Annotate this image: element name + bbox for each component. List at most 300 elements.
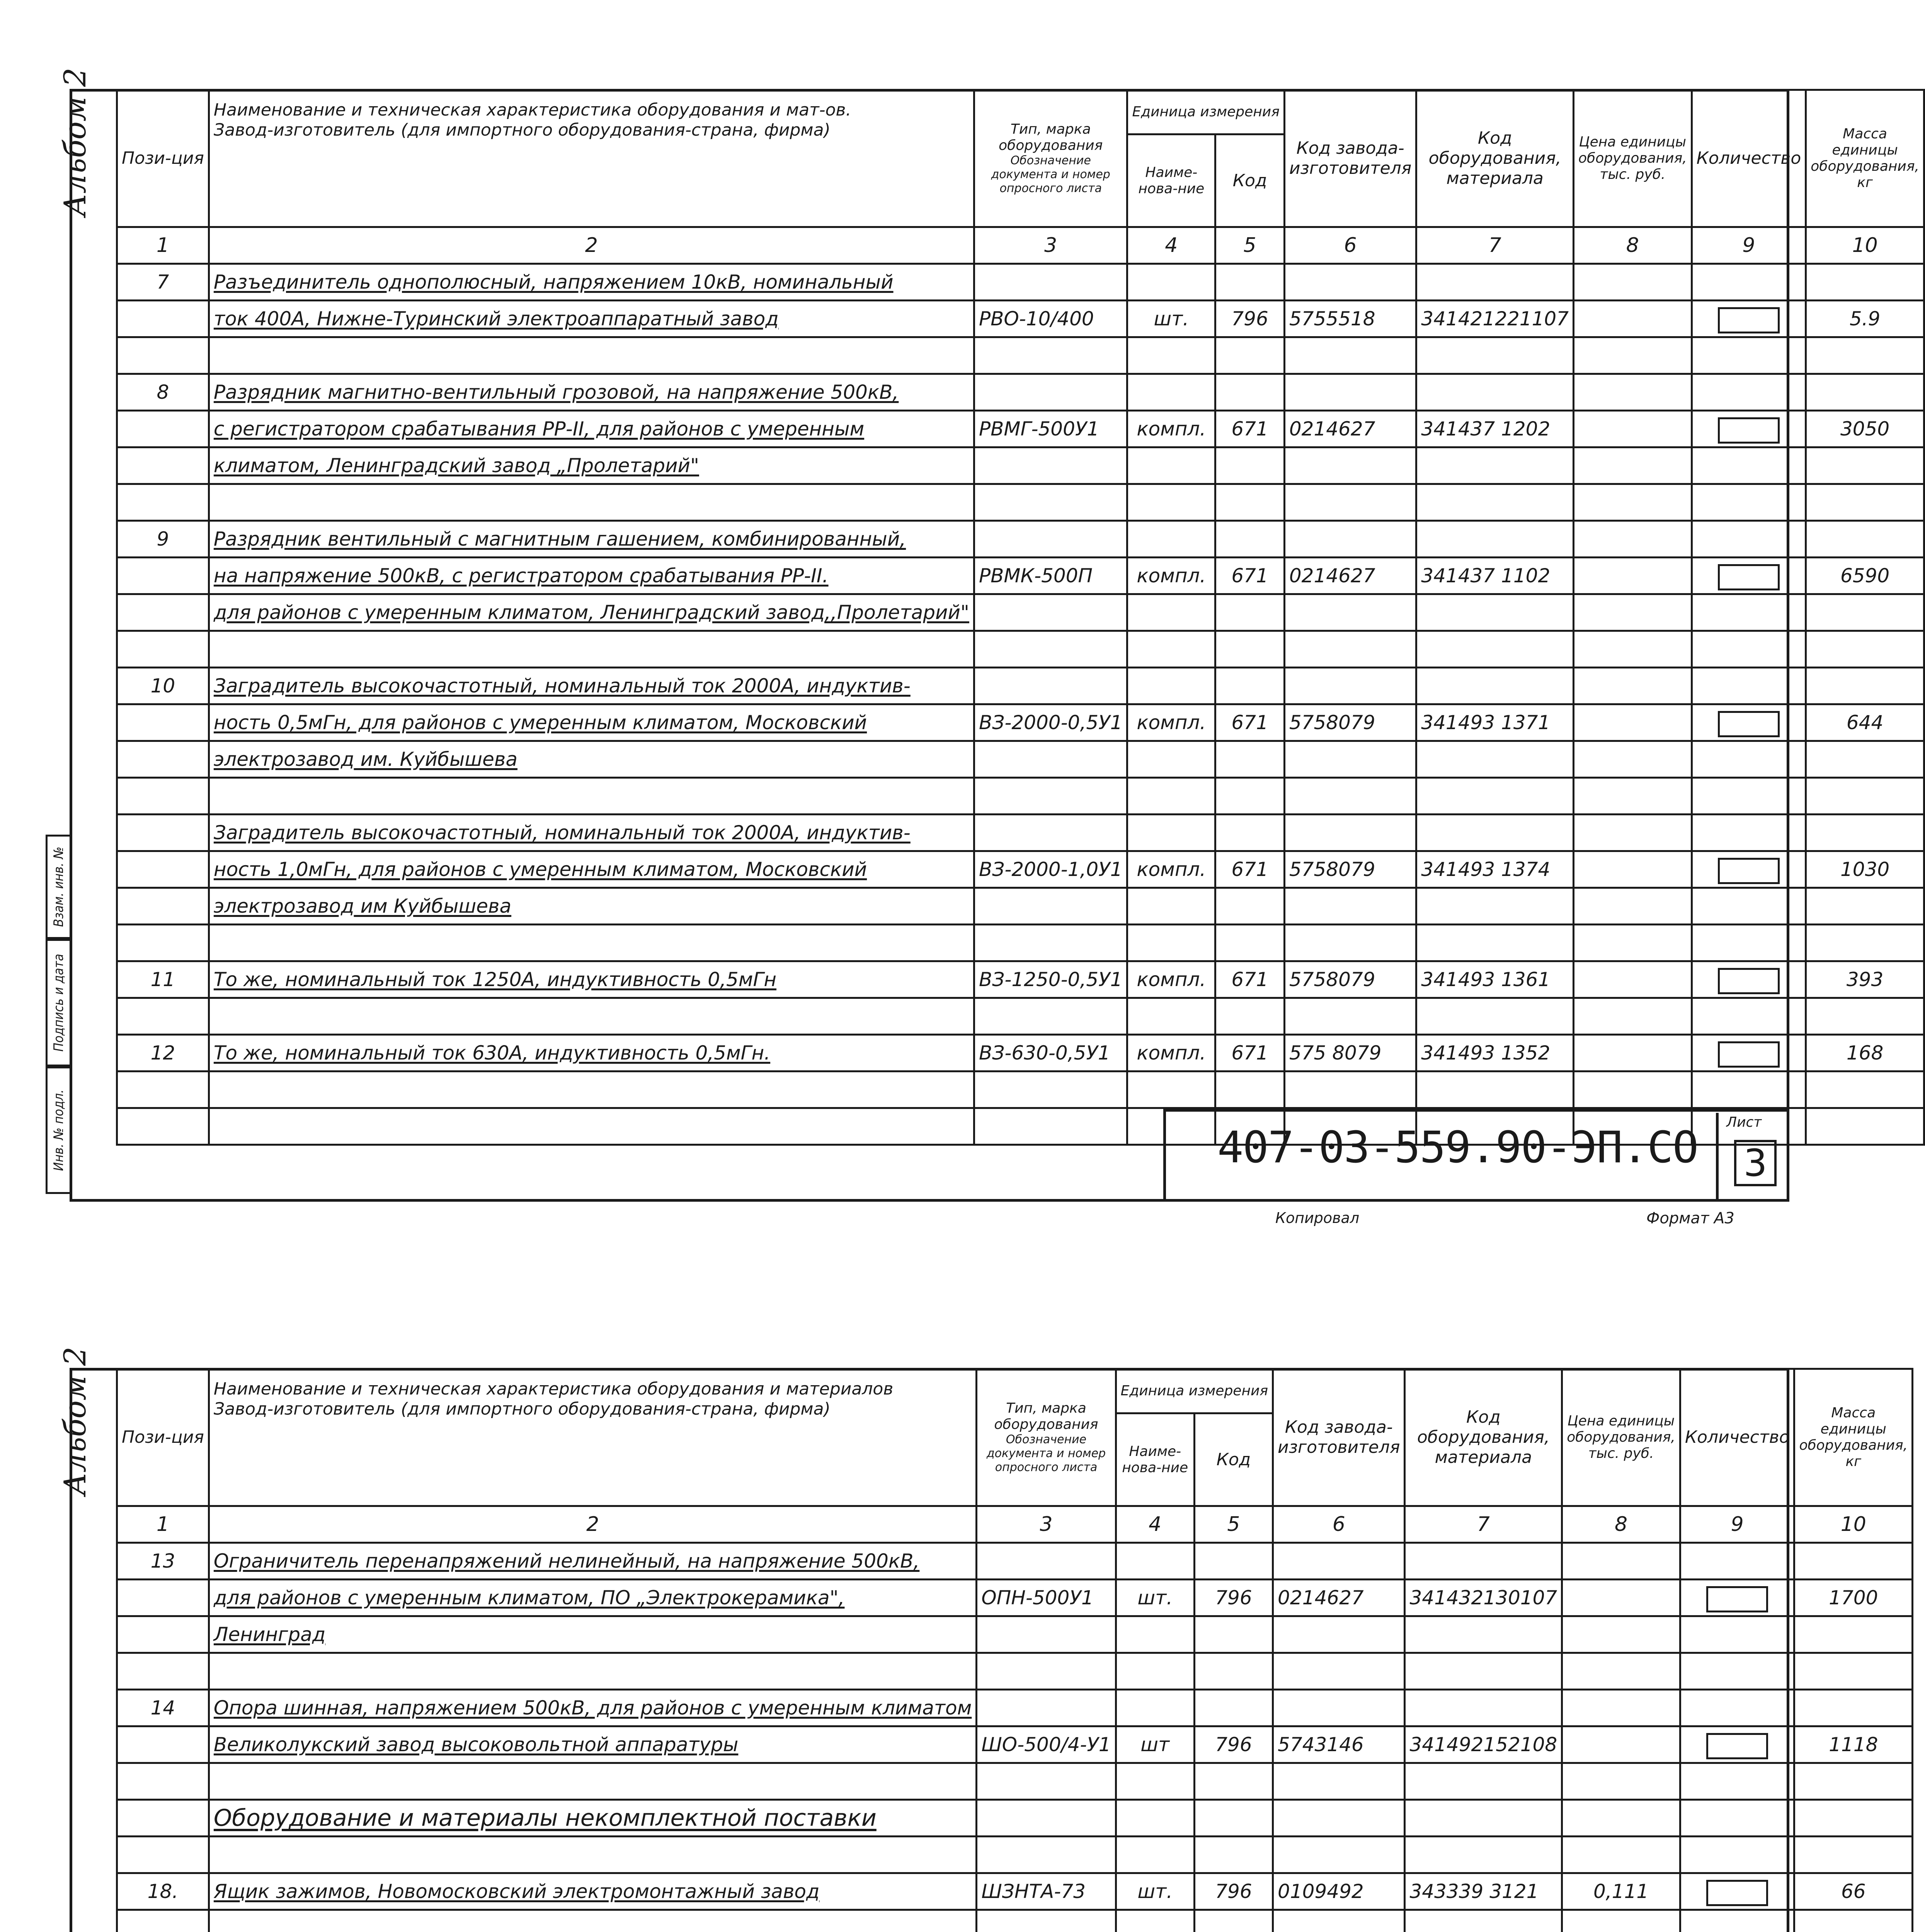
- quantity-box: [1718, 1041, 1780, 1068]
- position-cell: [117, 1763, 209, 1800]
- name-cell: [209, 998, 974, 1035]
- mass-cell: [1806, 668, 1924, 704]
- equipment-code-cell: 341493 1374: [1416, 851, 1574, 888]
- unit-name-cell: [1127, 521, 1215, 558]
- table-row: [117, 741, 1924, 778]
- unit-name-cell: [1116, 1837, 1194, 1873]
- equipment-code-cell: [1416, 264, 1574, 301]
- quantity-cell: [1692, 264, 1806, 301]
- price-cell: [1574, 925, 1692, 961]
- mass-cell: 168: [1806, 1035, 1924, 1071]
- unit-code-cell: [1215, 925, 1285, 961]
- table-row: [117, 1726, 1913, 1763]
- price-cell: [1574, 741, 1692, 778]
- factory-code-cell: [1273, 1616, 1405, 1653]
- position-cell: [117, 778, 209, 815]
- unit-code-cell: [1215, 521, 1285, 558]
- table-row: [117, 851, 1924, 888]
- quantity-cell: [1692, 631, 1806, 668]
- factory-code-cell: 5758079: [1284, 704, 1416, 741]
- name-cell: [209, 1071, 974, 1108]
- table-row: [117, 961, 1924, 998]
- column-numbers: 1 2 3 4 5 6 7 8 9 10: [117, 1506, 1913, 1543]
- name-cell: То же, номинальный ток 630А, индуктивность 0,5мГн.: [209, 1035, 974, 1071]
- quantity-cell: [1692, 961, 1806, 998]
- header-unit: Единица измерения: [1127, 90, 1284, 134]
- table-row: [117, 1690, 1913, 1726]
- equipment-code-cell: [1416, 337, 1574, 374]
- name-cell: с регистратором срабатывания РР-II, для районов с умеренным: [209, 411, 974, 447]
- position-cell: [117, 1726, 209, 1763]
- name-cell: [209, 631, 974, 668]
- mass-cell: [1806, 447, 1924, 484]
- album-label: Альбом 2: [58, 68, 93, 216]
- header-factory-code: Код завода-изготовителя: [1273, 1369, 1405, 1506]
- quantity-cell: [1692, 594, 1806, 631]
- table-row: [117, 558, 1924, 594]
- position-cell: [117, 411, 209, 447]
- equipment-code-cell: 341421221107: [1416, 301, 1574, 337]
- quantity-cell: [1692, 851, 1806, 888]
- quantity-cell: [1692, 301, 1806, 337]
- position-cell: [117, 1800, 209, 1837]
- quantity-box: [1718, 858, 1780, 884]
- factory-code-cell: [1284, 264, 1416, 301]
- name-cell: Ящик зажимов, Новомосковский электромонтажный завод: [209, 1873, 976, 1910]
- spec-header: [117, 1369, 1913, 1543]
- name-cell: электрозавод им Куйбышева: [209, 888, 974, 925]
- mass-cell: [1794, 1653, 1913, 1690]
- equipment-code-cell: 341432130107: [1405, 1580, 1562, 1616]
- spec-sheet-4: [0, 1279, 1908, 1932]
- copied-by: Копировал: [1275, 1209, 1360, 1226]
- header-name: Наименование и техническая характеристика оборудования и мат-ов. Завод-изготовитель (для импортного оборудования-страна, фирма): [209, 90, 974, 227]
- mass-cell: [1806, 484, 1924, 521]
- equipment-code-cell: 341437 1202: [1416, 411, 1574, 447]
- unit-name-cell: [1116, 1543, 1194, 1580]
- unit-name-cell: [1127, 778, 1215, 815]
- unit-code-cell: [1194, 1763, 1273, 1800]
- unit-name-cell: шт.: [1116, 1580, 1194, 1616]
- price-cell: [1574, 447, 1692, 484]
- position-cell: [117, 631, 209, 668]
- price-cell: [1562, 1837, 1680, 1873]
- factory-code-cell: [1284, 484, 1416, 521]
- table-row: [117, 1580, 1913, 1616]
- unit-name-cell: компл.: [1127, 961, 1215, 998]
- unit-name-cell: [1127, 815, 1215, 851]
- quantity-box: [1706, 1586, 1768, 1612]
- name-cell: Опора шинная, напряжением 500кВ, для районов с умеренным климатом: [209, 1690, 976, 1726]
- equipment-code-cell: 341493 1361: [1416, 961, 1574, 998]
- mass-cell: [1794, 1616, 1913, 1653]
- type-cell: [977, 1910, 1116, 1932]
- position-cell: 13: [117, 1543, 209, 1580]
- unit-name-cell: [1127, 631, 1215, 668]
- name-cell: [209, 1653, 976, 1690]
- mass-cell: [1794, 1837, 1913, 1873]
- type-cell: ВЗ-2000-1,0У1: [974, 851, 1127, 888]
- quantity-box: [1718, 968, 1780, 994]
- quantity-box: [1718, 711, 1780, 737]
- header-position: Пози-ция: [117, 90, 209, 227]
- price-cell: [1574, 851, 1692, 888]
- type-cell: ШЗНТА-73: [977, 1873, 1116, 1910]
- quantity-cell: [1692, 741, 1806, 778]
- mass-cell: [1806, 594, 1924, 631]
- type-cell: [974, 668, 1127, 704]
- unit-name-cell: [1116, 1653, 1194, 1690]
- position-cell: [117, 815, 209, 851]
- mass-cell: [1806, 888, 1924, 925]
- header-unit: Единица измерения: [1116, 1369, 1273, 1413]
- factory-code-cell: [1284, 594, 1416, 631]
- name-cell: Великолукский завод высоковольтной аппаратуры: [209, 1726, 976, 1763]
- name-cell: [209, 484, 974, 521]
- unit-code-cell: [1215, 815, 1285, 851]
- name-cell: [209, 1108, 974, 1145]
- name-cell: ток 400А, Нижне-Туринский электроаппаратный завод: [209, 301, 974, 337]
- type-cell: [974, 741, 1127, 778]
- factory-code-cell: [1284, 925, 1416, 961]
- unit-code-cell: [1215, 778, 1285, 815]
- table-row: [117, 1837, 1913, 1873]
- type-cell: [977, 1800, 1116, 1837]
- position-cell: [117, 998, 209, 1035]
- album-label: Альбом 2: [58, 1347, 93, 1495]
- table-row: [117, 521, 1924, 558]
- factory-code-cell: [1284, 631, 1416, 668]
- quantity-cell: [1680, 1837, 1794, 1873]
- name-cell: Ограничитель перенапряжений нелинейный, на напряжение 500кВ,: [209, 1543, 976, 1580]
- name-cell: [209, 1763, 976, 1800]
- type-cell: ВЗ-1250-0,5У1: [974, 961, 1127, 998]
- mass-cell: [1794, 1763, 1913, 1800]
- equipment-code-cell: [1416, 484, 1574, 521]
- name-cell: [209, 337, 974, 374]
- price-cell: [1574, 594, 1692, 631]
- header-unit-name: Наиме-нова-ние: [1116, 1413, 1194, 1506]
- unit-name-cell: [1127, 484, 1215, 521]
- unit-code-cell: 796: [1215, 301, 1285, 337]
- unit-name-cell: [1127, 741, 1215, 778]
- type-cell: [974, 631, 1127, 668]
- equipment-code-cell: [1416, 447, 1574, 484]
- unit-name-cell: [1127, 594, 1215, 631]
- type-cell: [974, 264, 1127, 301]
- price-cell: [1574, 301, 1692, 337]
- spec-rows: [117, 264, 1924, 1145]
- equipment-code-cell: [1416, 1071, 1574, 1108]
- unit-name-cell: [1127, 264, 1215, 301]
- unit-code-cell: [1215, 264, 1285, 301]
- factory-code-cell: [1284, 337, 1416, 374]
- position-cell: 18.: [117, 1873, 209, 1910]
- side-stamp-replaced: Взам. инв. №: [46, 835, 70, 939]
- quantity-cell: [1680, 1873, 1794, 1910]
- quantity-cell: [1680, 1580, 1794, 1616]
- table-row: [117, 778, 1924, 815]
- equipment-code-cell: [1416, 668, 1574, 704]
- table-row: [117, 1071, 1924, 1108]
- name-cell: [209, 1910, 976, 1932]
- name-cell: [209, 1837, 976, 1873]
- unit-code-cell: [1194, 1690, 1273, 1726]
- factory-code-cell: [1284, 1071, 1416, 1108]
- position-cell: 12: [117, 1035, 209, 1071]
- name-cell: электрозавод им. Куйбышева: [209, 741, 974, 778]
- quantity-cell: [1680, 1653, 1794, 1690]
- table-row: [117, 1653, 1913, 1690]
- mass-cell: [1806, 1071, 1924, 1108]
- position-cell: [117, 484, 209, 521]
- quantity-cell: [1692, 888, 1806, 925]
- price-cell: [1574, 521, 1692, 558]
- price-cell: [1574, 374, 1692, 411]
- header-equipment-code: Код оборудования, материала: [1405, 1369, 1562, 1506]
- name-cell: для районов с умеренным климатом, Ленинградский завод,,Пролетарий": [209, 594, 974, 631]
- header-price: Цена единицы оборудования, тыс. руб.: [1574, 90, 1692, 227]
- factory-code-cell: [1273, 1910, 1405, 1932]
- table-row: [117, 1910, 1913, 1932]
- position-cell: [117, 447, 209, 484]
- mass-cell: 5.9: [1806, 301, 1924, 337]
- type-cell: РВМГ-500У1: [974, 411, 1127, 447]
- unit-code-cell: [1194, 1910, 1273, 1932]
- spec-table: [116, 1368, 1913, 1932]
- equipment-code-cell: [1405, 1837, 1562, 1873]
- factory-code-cell: 5758079: [1284, 851, 1416, 888]
- table-row: [117, 998, 1924, 1035]
- mass-cell: [1794, 1543, 1913, 1580]
- price-cell: [1574, 778, 1692, 815]
- factory-code-cell: [1284, 447, 1416, 484]
- mass-cell: 1700: [1794, 1580, 1913, 1616]
- mass-cell: [1806, 374, 1924, 411]
- type-cell: [974, 778, 1127, 815]
- name-cell: Разрядник вентильный с магнитным гашением, комбинированный,: [209, 521, 974, 558]
- type-cell: [974, 1108, 1127, 1145]
- mass-cell: 66: [1794, 1873, 1913, 1910]
- header-quantity: Количество: [1692, 90, 1806, 227]
- table-row: [117, 374, 1924, 411]
- position-cell: 7: [117, 264, 209, 301]
- equipment-code-cell: [1416, 888, 1574, 925]
- quantity-cell: [1680, 1800, 1794, 1837]
- position-cell: [117, 1108, 209, 1145]
- unit-name-cell: компл.: [1127, 411, 1215, 447]
- header-quantity: Количество: [1680, 1369, 1794, 1506]
- price-cell: [1562, 1653, 1680, 1690]
- unit-code-cell: 671: [1215, 851, 1285, 888]
- equipment-code-cell: [1405, 1800, 1562, 1837]
- table-row: [117, 888, 1924, 925]
- quantity-cell: [1692, 1035, 1806, 1071]
- position-cell: [117, 1071, 209, 1108]
- price-cell: 0,111: [1562, 1873, 1680, 1910]
- quantity-cell: [1692, 925, 1806, 961]
- price-cell: [1562, 1580, 1680, 1616]
- equipment-code-cell: [1416, 374, 1574, 411]
- position-cell: [117, 741, 209, 778]
- mass-cell: [1806, 778, 1924, 815]
- unit-code-cell: [1215, 337, 1285, 374]
- type-cell: [974, 1071, 1127, 1108]
- table-row: [117, 411, 1924, 447]
- price-cell: [1574, 484, 1692, 521]
- quantity-cell: [1680, 1726, 1794, 1763]
- position-cell: 11: [117, 961, 209, 998]
- price-cell: [1574, 264, 1692, 301]
- header-price: Цена единицы оборудования, тыс. руб.: [1562, 1369, 1680, 1506]
- quantity-cell: [1692, 521, 1806, 558]
- price-cell: [1574, 668, 1692, 704]
- quantity-cell: [1692, 668, 1806, 704]
- type-cell: [974, 337, 1127, 374]
- equipment-code-cell: [1416, 998, 1574, 1035]
- column-numbers: 1 2 3 4 5 6 7 8 9 10: [117, 227, 1924, 264]
- name-cell: климатом, Ленинградский завод „Пролетарий": [209, 447, 974, 484]
- quantity-box: [1718, 307, 1780, 333]
- type-cell: [974, 374, 1127, 411]
- name-cell: [209, 778, 974, 815]
- name-cell: Оборудование и материалы некомплектной поставки: [209, 1800, 976, 1837]
- equipment-code-cell: [1405, 1543, 1562, 1580]
- price-cell: [1562, 1616, 1680, 1653]
- unit-name-cell: [1116, 1763, 1194, 1800]
- price-cell: [1574, 998, 1692, 1035]
- unit-code-cell: 671: [1215, 411, 1285, 447]
- table-row: [117, 1543, 1913, 1580]
- equipment-code-cell: [1416, 778, 1574, 815]
- quantity-cell: [1680, 1616, 1794, 1653]
- position-cell: [117, 704, 209, 741]
- unit-name-cell: [1127, 998, 1215, 1035]
- unit-code-cell: [1215, 1071, 1285, 1108]
- name-cell: Разрядник магнитно-вентильный грозовой, на напряжение 500кВ,: [209, 374, 974, 411]
- header-factory-code: Код завода-изготовителя: [1284, 90, 1416, 227]
- table-row: [117, 925, 1924, 961]
- position-cell: [117, 337, 209, 374]
- spec-table: [116, 89, 1925, 1146]
- factory-code-cell: 0214627: [1284, 411, 1416, 447]
- spec-rows: [117, 1543, 1913, 1932]
- unit-name-cell: [1127, 925, 1215, 961]
- factory-code-cell: [1284, 374, 1416, 411]
- unit-name-cell: [1116, 1800, 1194, 1837]
- position-cell: 9: [117, 521, 209, 558]
- mass-cell: 1030: [1806, 851, 1924, 888]
- table-row: [117, 1035, 1924, 1071]
- table-row: [117, 815, 1924, 851]
- table-row: [117, 594, 1924, 631]
- quantity-box: [1706, 1880, 1768, 1906]
- type-cell: ШО-500/4-У1: [977, 1726, 1116, 1763]
- unit-code-cell: 671: [1215, 558, 1285, 594]
- position-cell: [117, 1837, 209, 1873]
- table-row: [117, 631, 1924, 668]
- price-cell: [1574, 704, 1692, 741]
- equipment-code-cell: [1416, 925, 1574, 961]
- table-row: [117, 1800, 1913, 1837]
- position-cell: [117, 1616, 209, 1653]
- price-cell: [1574, 411, 1692, 447]
- header-unit-code: Код: [1194, 1413, 1273, 1506]
- mass-cell: [1806, 815, 1924, 851]
- unit-code-cell: [1194, 1800, 1273, 1837]
- unit-code-cell: [1215, 631, 1285, 668]
- name-cell: То же, номинальный ток 1250А, индуктивность 0,5мГн: [209, 961, 974, 998]
- equipment-code-cell: [1405, 1616, 1562, 1653]
- unit-code-cell: [1194, 1616, 1273, 1653]
- equipment-code-cell: [1416, 521, 1574, 558]
- side-stamp-inventory: Инв. № подл.: [46, 1066, 70, 1194]
- mass-cell: 644: [1806, 704, 1924, 741]
- type-cell: [974, 484, 1127, 521]
- price-cell: [1562, 1910, 1680, 1932]
- side-stamp-signature: Подпись и дата: [46, 939, 70, 1066]
- unit-name-cell: компл.: [1127, 1035, 1215, 1071]
- unit-name-cell: [1127, 447, 1215, 484]
- equipment-code-cell: [1416, 815, 1574, 851]
- table-row: [117, 1763, 1913, 1800]
- quantity-cell: [1680, 1690, 1794, 1726]
- header-type: Тип, марка оборудования Обозначение документа и номер опросного листа: [974, 90, 1127, 227]
- factory-code-cell: [1273, 1543, 1405, 1580]
- header-position: Пози-ция: [117, 1369, 209, 1506]
- sheet-number-box: [1716, 1113, 1789, 1202]
- type-cell: [974, 998, 1127, 1035]
- unit-code-cell: [1215, 668, 1285, 704]
- mass-cell: [1806, 1108, 1924, 1145]
- table-row: [117, 337, 1924, 374]
- type-cell: [977, 1837, 1116, 1873]
- unit-name-cell: [1116, 1690, 1194, 1726]
- mass-cell: 1118: [1794, 1726, 1913, 1763]
- quantity-cell: [1680, 1763, 1794, 1800]
- position-cell: [117, 925, 209, 961]
- type-cell: ВЗ-630-0,5У1: [974, 1035, 1127, 1071]
- factory-code-cell: [1284, 815, 1416, 851]
- equipment-code-cell: 341437 1102: [1416, 558, 1574, 594]
- price-cell: [1574, 558, 1692, 594]
- name-cell: Заградитель высокочастотный, номинальный ток 2000А, индуктив-: [209, 815, 974, 851]
- quantity-box: [1718, 564, 1780, 590]
- price-cell: [1562, 1543, 1680, 1580]
- unit-name-cell: [1127, 1071, 1215, 1108]
- header-name: Наименование и техническая характеристика оборудования и материалов Завод-изготовитель (для импортного оборудования-страна, фирма): [209, 1369, 976, 1506]
- type-cell: РВО-10/400: [974, 301, 1127, 337]
- quantity-box: [1718, 417, 1780, 444]
- table-row: [117, 301, 1924, 337]
- type-cell: [977, 1543, 1116, 1580]
- type-cell: [977, 1690, 1116, 1726]
- type-cell: [974, 594, 1127, 631]
- factory-code-cell: 0214627: [1273, 1580, 1405, 1616]
- price-cell: [1562, 1763, 1680, 1800]
- position-cell: 10: [117, 668, 209, 704]
- quantity-cell: [1692, 447, 1806, 484]
- mass-cell: 6590: [1806, 558, 1924, 594]
- quantity-cell: [1692, 484, 1806, 521]
- quantity-box: [1706, 1733, 1768, 1759]
- unit-name-cell: [1127, 374, 1215, 411]
- unit-name-cell: [1116, 1910, 1194, 1932]
- mass-cell: [1794, 1800, 1913, 1837]
- header-unit-code: Код: [1215, 134, 1285, 227]
- table-row: [117, 264, 1924, 301]
- price-cell: [1562, 1726, 1680, 1763]
